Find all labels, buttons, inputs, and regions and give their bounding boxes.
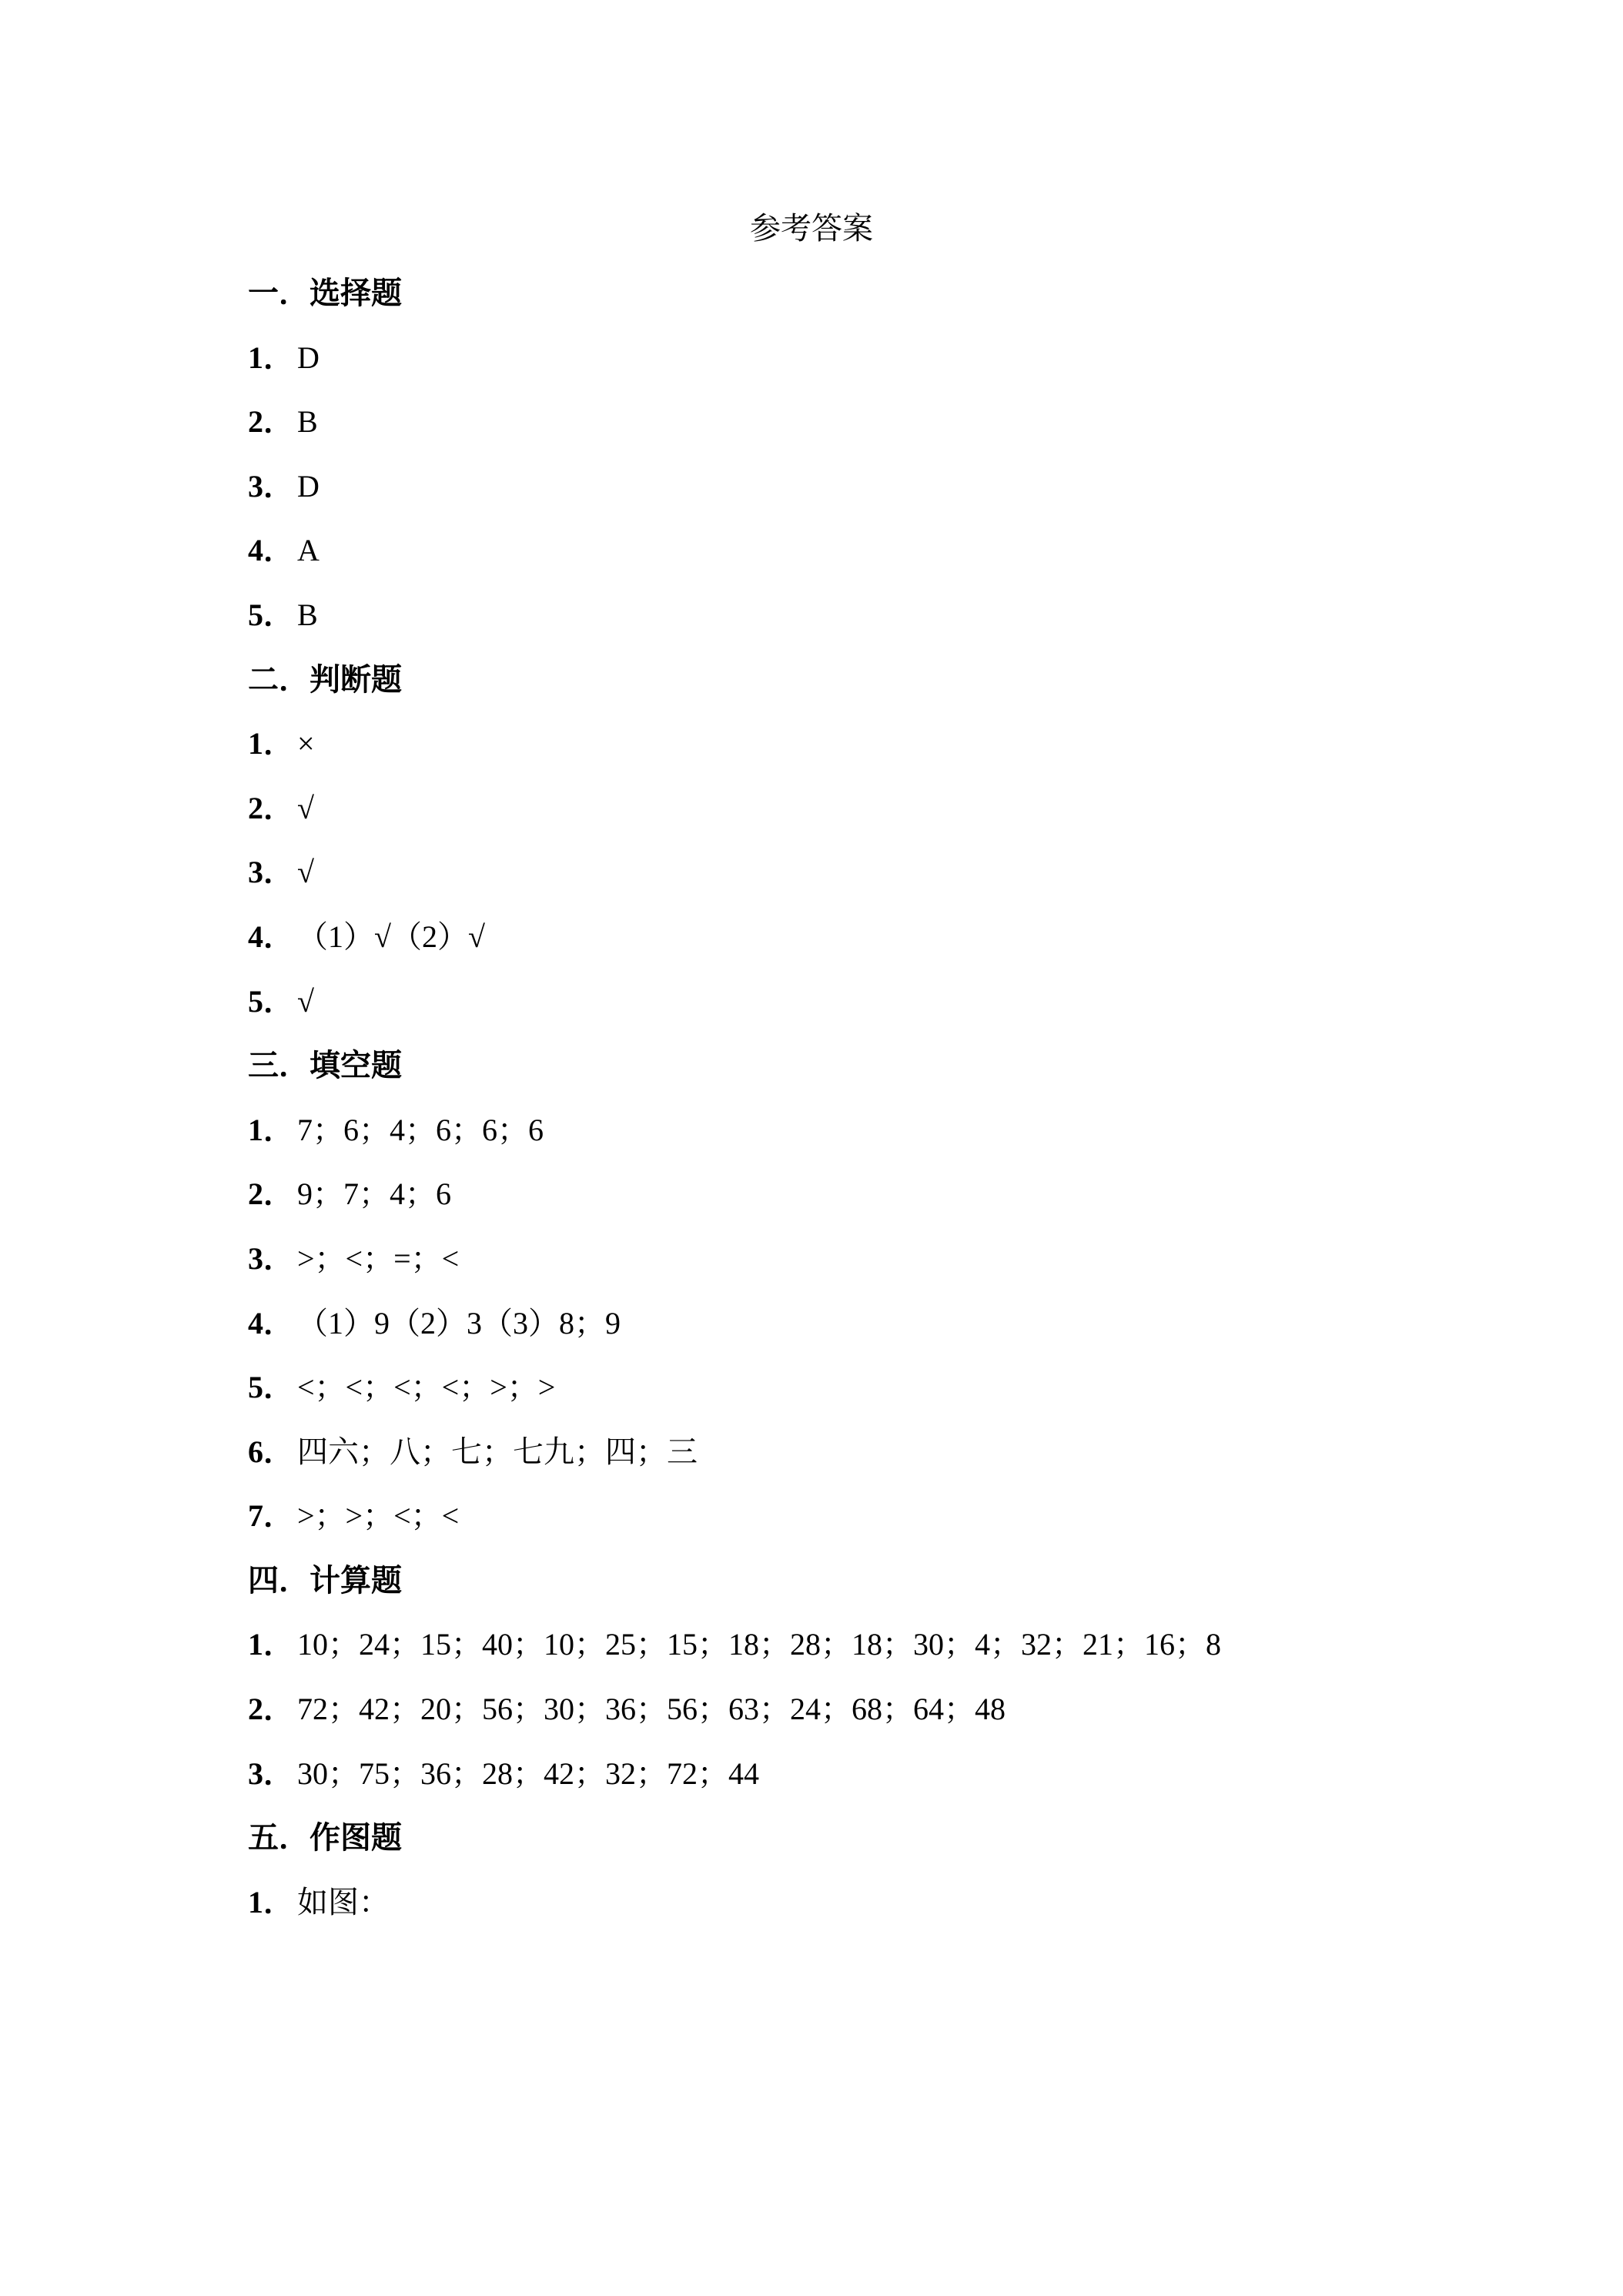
- answer-item: [248, 1883, 1221, 1948]
- item-number: 2．: [248, 790, 294, 825]
- section-heading: 三．填空题: [248, 1048, 402, 1083]
- item-answer: √: [297, 855, 314, 890]
- answer-item: [248, 1304, 1221, 1369]
- answer-item: [248, 725, 1221, 789]
- item-answer: 四六；八；七；七九；四；三: [297, 1434, 698, 1469]
- answer-content: [248, 274, 1221, 1947]
- answer-item: [248, 789, 1221, 854]
- item-answer: <；<；<；<；>；>: [297, 1370, 556, 1405]
- item-number: 7．: [248, 1498, 294, 1534]
- answer-item: [248, 403, 1221, 467]
- answer-item: [248, 339, 1221, 403]
- answer-item: [248, 467, 1221, 532]
- answer-item: [248, 596, 1221, 661]
- answer-item: [248, 1240, 1221, 1304]
- page-title: 参考答案: [750, 211, 873, 246]
- answer-item: [248, 1755, 1221, 1819]
- item-answer: B: [297, 597, 318, 632]
- answer-item: [248, 1690, 1221, 1755]
- item-answer: √: [297, 983, 314, 1019]
- item-number: 1．: [248, 1627, 294, 1662]
- item-number: 2．: [248, 1692, 294, 1727]
- answer-item: [248, 1625, 1221, 1690]
- item-number: 5．: [248, 597, 294, 632]
- item-number: 5．: [248, 983, 294, 1019]
- item-number: 6．: [248, 1434, 294, 1469]
- item-answer: ×: [297, 726, 315, 761]
- item-answer: √: [297, 790, 314, 825]
- item-number: 1．: [248, 726, 294, 761]
- answer-item: [248, 918, 1221, 982]
- section-heading: 二．判断题: [248, 661, 402, 697]
- item-number: 1．: [248, 1884, 294, 1919]
- item-answer: 7；6；4；6；6；6: [297, 1112, 544, 1147]
- answer-item: [248, 982, 1221, 1047]
- section-heading: 四．计算题: [248, 1562, 402, 1598]
- section-heading: 五．作图题: [248, 1820, 402, 1856]
- item-answer: 9；7；4；6: [297, 1176, 451, 1212]
- item-answer: D: [297, 340, 320, 375]
- item-number: 3．: [248, 1755, 294, 1791]
- item-answer: D: [297, 468, 320, 504]
- item-number: 3．: [248, 855, 294, 890]
- answer-item: [248, 1111, 1221, 1176]
- item-answer: 如图：: [297, 1884, 390, 1919]
- answer-item: [248, 1433, 1221, 1498]
- item-answer: 10；24；15；40；10；25；15；18；28；18；30；4；32；21；16；8: [297, 1627, 1221, 1662]
- section-heading: 一．选择题: [248, 276, 402, 310]
- item-answer: 30；75；36；28；42；32；72；44: [297, 1755, 759, 1791]
- item-answer: （1）9（2）3（3）8；9: [297, 1305, 621, 1340]
- item-answer: >；>；<；<: [297, 1498, 460, 1534]
- item-number: 2．: [248, 404, 294, 440]
- item-answer: A: [297, 533, 320, 568]
- item-answer: 72；42；20；56；30；36；56；63；24；68；64；48: [297, 1692, 1006, 1727]
- item-number: 3．: [248, 468, 294, 504]
- item-number: 1．: [248, 1112, 294, 1147]
- item-answer: （1）√（2）√: [297, 919, 485, 954]
- item-number: 3．: [248, 1240, 294, 1276]
- item-number: 1．: [248, 340, 294, 375]
- item-number: 4．: [248, 919, 294, 954]
- item-number: 4．: [248, 533, 294, 568]
- item-number: 2．: [248, 1176, 294, 1212]
- answer-item: [248, 1497, 1221, 1561]
- item-number: 5．: [248, 1370, 294, 1405]
- item-number: 4．: [248, 1305, 294, 1340]
- item-answer: >；<；=；<: [297, 1240, 460, 1276]
- answer-item: [248, 853, 1221, 918]
- answer-item: [248, 1368, 1221, 1433]
- item-answer: B: [297, 404, 318, 440]
- answer-item: [248, 531, 1221, 596]
- answer-item: [248, 1175, 1221, 1240]
